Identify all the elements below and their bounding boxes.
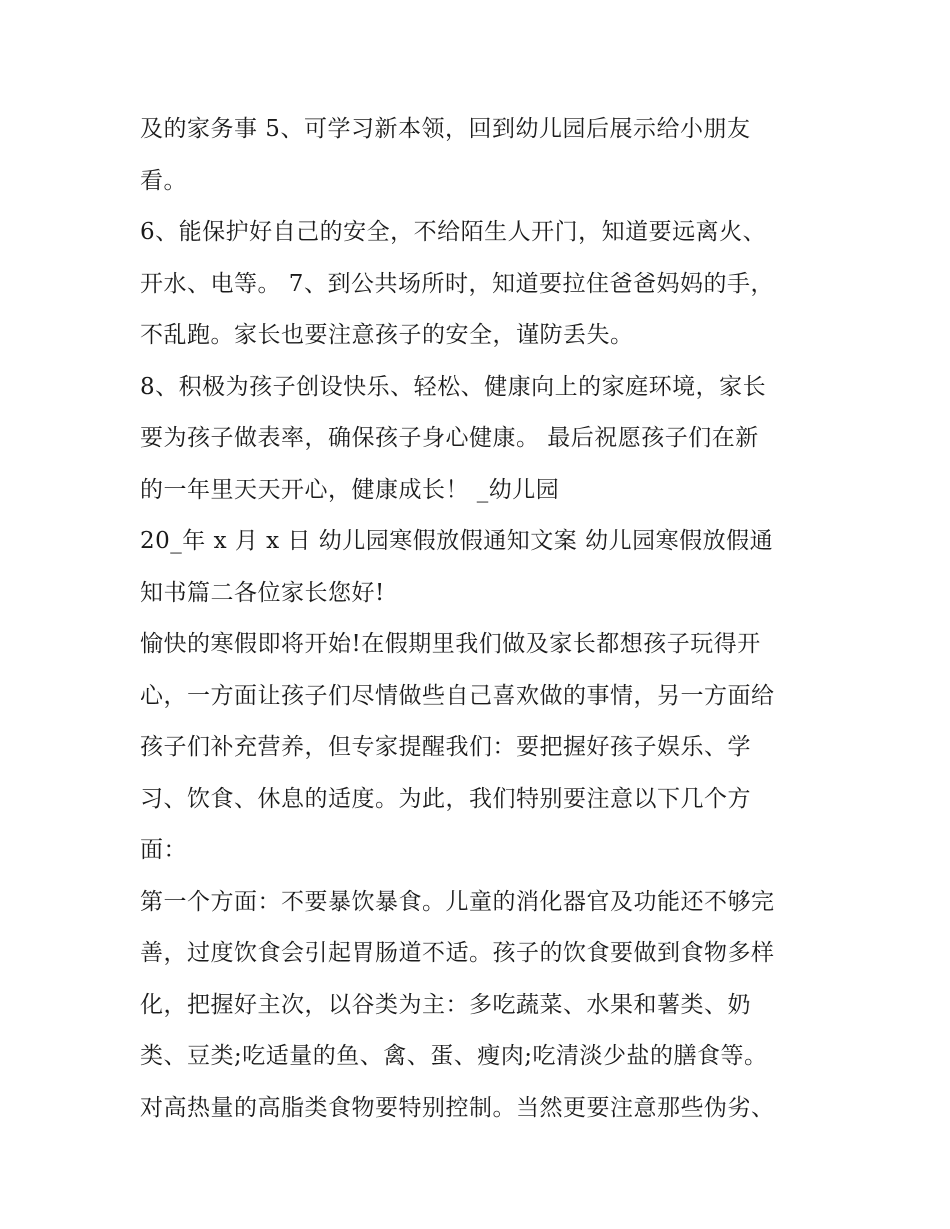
text-line: 愉快的寒假即将开始!在假期里我们做及家长都想孩子玩得开 [140,631,761,657]
text-line: 对高热量的高脂类食物要特别控制。当然更要注意那些伪劣、 [140,1094,775,1121]
text-line: 心，一方面让孩子们尽情做些自己喜欢做的事情，另一方面给 [140,682,775,709]
text-line: 及的家务事 5、可学习新本领，回到幼儿园后展示给小朋友 [140,116,751,142]
text-line: 20_年 x 月 x 日 幼儿园寒假放假通知文案 幼儿园寒假放假通 [140,528,774,554]
text-line: 类、豆类;吃适量的鱼、禽、蛋、瘦肉;吃清淡少盐的膳食等。 [140,1043,768,1069]
text-line: 6、能保护好自己的安全，不给陌生人开门，知道要远离火、 [140,219,767,245]
text-line: 习、饮食、休息的适度。为此，我们特别要注意以下几个方 [140,785,751,812]
text-line: 第一个方面：不要暴饮暴食。儿童的消化器官及功能还不够完 [140,888,775,915]
text-line: 知书篇二各位家长您好! [140,579,385,606]
text-line: 面： [140,837,187,863]
text-line: 要为孩子做表率，确保孩子身心健康。 最后祝愿孩子们在新 [140,425,759,451]
text-line: 开水、电等。 7、到公共场所时，知道要拉住爸爸妈妈的手， [140,270,774,297]
document-body [140,104,820,1134]
text-line: 8、积极为孩子创设快乐、轻松、健康向上的家庭环境，家长 [140,373,767,400]
text-line: 看。 [140,167,187,194]
text-line: 不乱跑。家长也要注意孩子的安全，谨防丢失。 [140,322,634,348]
text-line: 孩子们补充营养，但专家提醒我们：要把握好孩子娱乐、学 [140,734,751,760]
text-line: 化，把握好主次，以谷类为主：多吃蔬菜、水果和薯类、奶 [140,991,751,1018]
text-line: 善，过度饮食会引起胃肠道不适。孩子的饮食要做到食物多样 [140,940,775,966]
text-line: 的一年里天天开心，健康成长！ _幼儿园 [140,476,560,503]
